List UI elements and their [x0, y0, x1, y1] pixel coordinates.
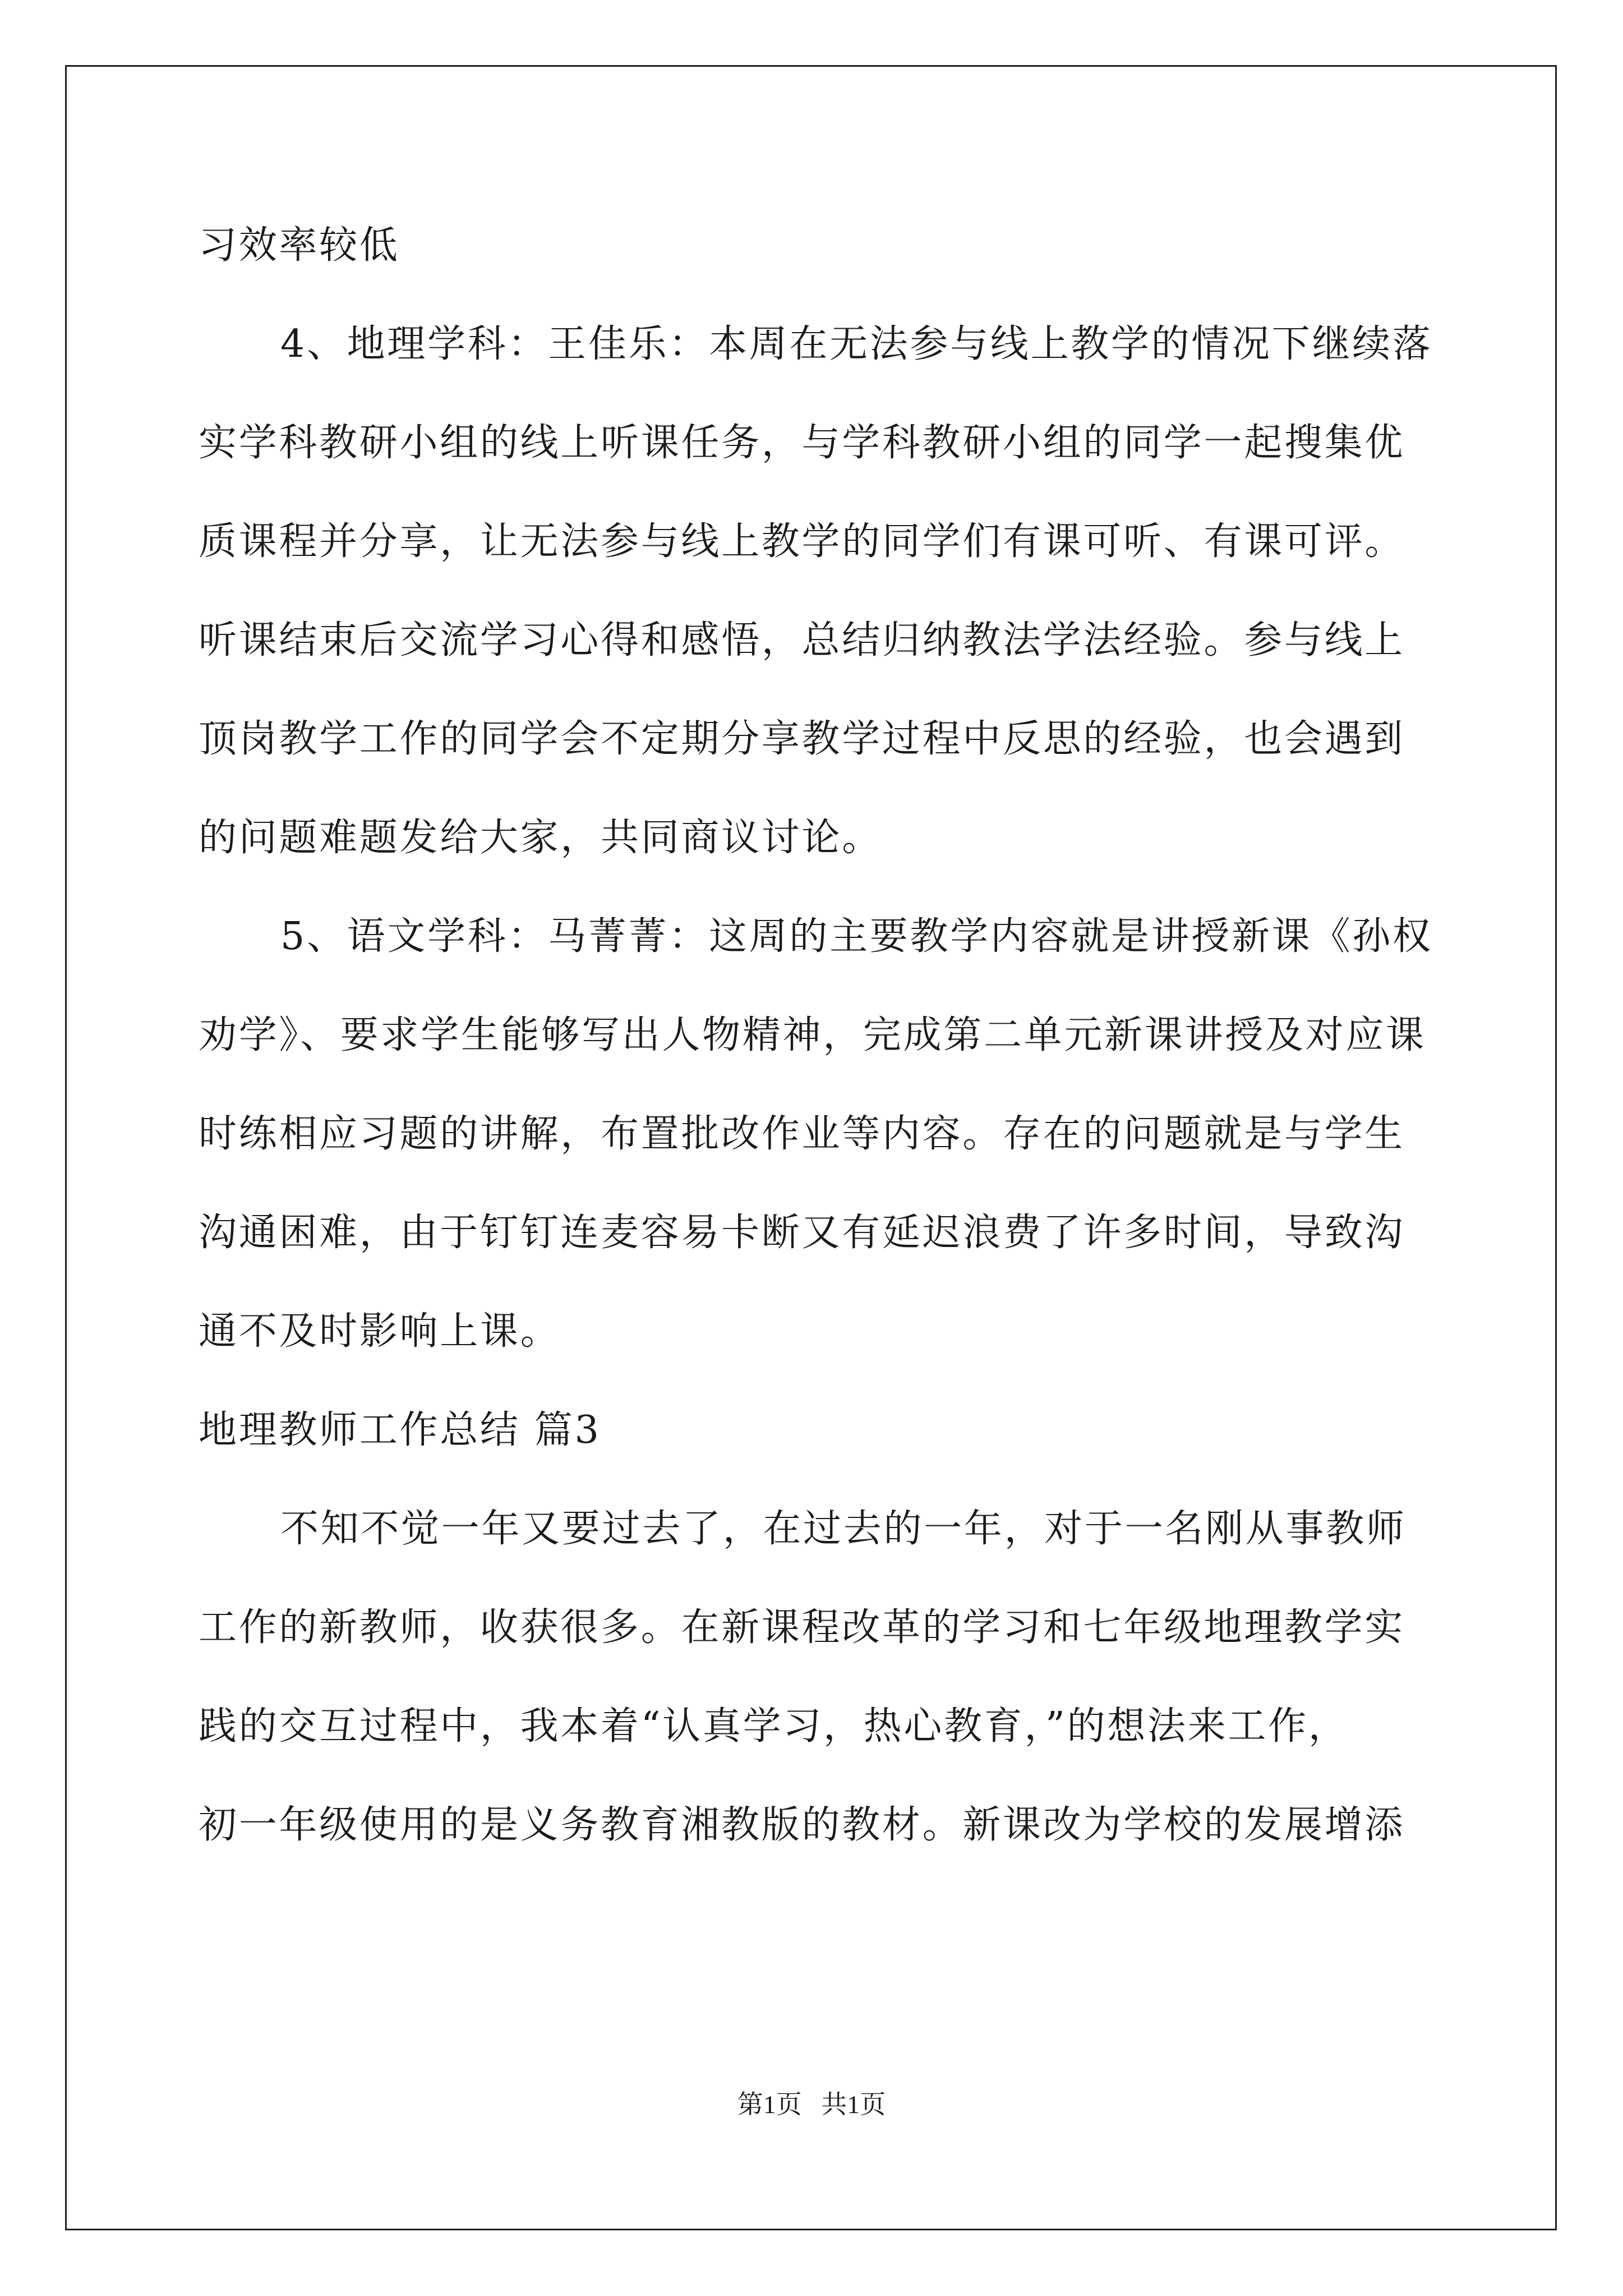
- text-line: 听课结束后交流学习心得和感悟，总结归纳教法学法经验。参与线上: [199, 618, 1405, 662]
- text-line: 践的交互过程中，我本着“认真学习，热心教育，”的想法来工作，: [199, 1704, 1349, 1749]
- text-line: 的问题难题发给大家，共同商议讨论。: [199, 816, 882, 860]
- page-footer: 第1页 共1页: [737, 2090, 886, 2119]
- text-line: 质课程并分享，让无法参与线上教学的同学们有课可听、有课可评。: [199, 519, 1405, 564]
- text-line: 通不及时影响上课。: [199, 1309, 561, 1354]
- text-line: 初一年级使用的是义务教育湘教版的教材。新课改为学校的发展增添: [199, 1803, 1405, 1847]
- section-heading: 地理教师工作总结 篇3: [199, 1408, 601, 1452]
- text-line: 沟通困难，由于钉钉连麦容易卡断又有延迟浪费了许多时间，导致沟: [199, 1211, 1405, 1255]
- text-line: 工作的新教师，收获很多。在新课程改革的学习和七年级地理教学实: [199, 1605, 1405, 1650]
- text-line: 4、地理学科：王佳乐：本周在无法参与线上教学的情况下继续落: [280, 322, 1433, 366]
- text-line: 实学科教研小组的线上听课任务，与学科教研小组的同学一起搜集优: [199, 421, 1405, 465]
- text-line: 不知不觉一年又要过去了，在过去的一年，对于一名刚从事教师: [280, 1507, 1407, 1551]
- text-line: 劝学》、要求学生能够写出人物精神，完成第二单元新课讲授及对应课: [199, 1013, 1426, 1057]
- text-line: 习效率较低: [199, 223, 400, 268]
- text-line: 时练相应习题的讲解，布置批改作业等内容。存在的问题就是与学生: [199, 1112, 1405, 1156]
- text-line: 5、语文学科：马菁菁：这周的主要教学内容就是讲授新课《孙权: [280, 914, 1433, 959]
- text-line: 顶岗教学工作的同学会不定期分享教学过程中反思的经验，也会遇到: [199, 717, 1405, 761]
